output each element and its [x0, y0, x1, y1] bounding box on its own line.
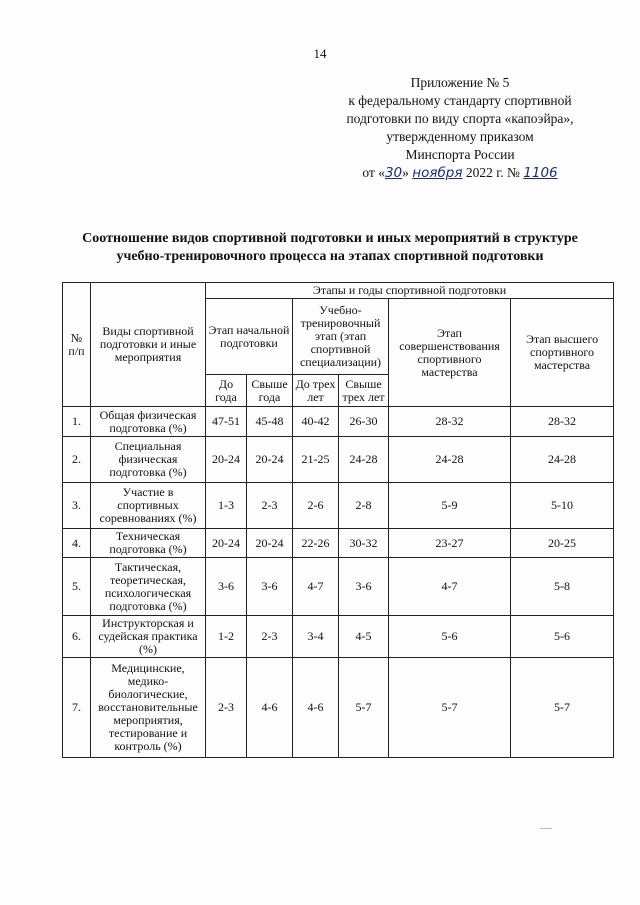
row-num: 5.: [63, 558, 91, 616]
cell-improvement: 4-7: [389, 558, 511, 616]
row-name: Общая физическая подготовка (%): [91, 407, 206, 437]
cell-initial-over: 2-3: [247, 616, 293, 658]
table-row: [63, 558, 614, 616]
appendix-line-1: Приложение № 5: [410, 75, 510, 90]
cell-training-upto: 22-26: [293, 529, 339, 558]
cell-initial-upto: 1-3: [206, 483, 247, 529]
cell-training-upto: 2-6: [293, 483, 339, 529]
header-num: № п/п: [63, 283, 91, 407]
cell-highest: 5-8: [511, 558, 614, 616]
row-name: Техническая подготовка (%): [91, 529, 206, 558]
table-row: [63, 658, 614, 758]
cell-initial-over: 20-24: [247, 437, 293, 483]
page-number: 14: [313, 46, 327, 61]
cell-initial-upto: 2-3: [206, 658, 247, 758]
cell-highest: 24-28: [511, 437, 614, 483]
header-stage-training: Учебно-тренировочный этап (этап спортивной специализации): [293, 299, 389, 375]
cell-highest: 5-6: [511, 616, 614, 658]
row-num: 3.: [63, 483, 91, 529]
table-row: [63, 437, 614, 483]
row-name: Участие в спортивных соревнованиях (%): [91, 483, 206, 529]
cell-training-over: 26-30: [339, 407, 389, 437]
cell-improvement: 5-6: [389, 616, 511, 658]
cell-improvement: 28-32: [389, 407, 511, 437]
cell-initial-over: 2-3: [247, 483, 293, 529]
cell-improvement: 24-28: [389, 437, 511, 483]
scan-artifact: [540, 828, 552, 829]
header-initial-upto-year: До года: [206, 375, 247, 407]
date-mid: »: [402, 165, 409, 180]
ratio-table: [62, 282, 614, 758]
title-line-1: Соотношение видов спортивной подготовки и иных мероприятий в структуре: [82, 231, 578, 246]
header-training-over-3: Свыше трех лет: [339, 375, 389, 407]
cell-initial-over: 20-24: [247, 529, 293, 558]
table-row: [63, 529, 614, 558]
row-num: 2.: [63, 437, 91, 483]
row-name: Специальная физическая подготовка (%): [91, 437, 206, 483]
row-name: Медицинские, медико-биологические, восстановительные мероприятия, тестирование и контроль (%): [91, 658, 206, 758]
cell-initial-upto: 20-24: [206, 529, 247, 558]
cell-training-over: 3-6: [339, 558, 389, 616]
cell-improvement: 23-27: [389, 529, 511, 558]
date-prefix: от «: [362, 165, 385, 180]
cell-improvement: 5-7: [389, 658, 511, 758]
header-stage-improvement: Этап совершенствования спортивного мастерства: [389, 299, 511, 407]
cell-initial-over: 4-6: [247, 658, 293, 758]
row-num: 1.: [63, 407, 91, 437]
cell-training-upto: 40-42: [293, 407, 339, 437]
cell-initial-upto: 1-2: [206, 616, 247, 658]
cell-highest: 28-32: [511, 407, 614, 437]
order-number-handwritten: 1106: [523, 165, 558, 181]
cell-training-over: 30-32: [339, 529, 389, 558]
date-year: 2022 г. №: [465, 165, 520, 180]
cell-training-over: 2-8: [339, 483, 389, 529]
appendix-date-line: [300, 164, 620, 182]
cell-training-upto: 4-6: [293, 658, 339, 758]
header-stages-group: Этапы и годы спортивной подготовки: [206, 283, 614, 299]
cell-training-over: 5-7: [339, 658, 389, 758]
cell-improvement: 5-9: [389, 483, 511, 529]
date-day-handwritten: 30: [384, 165, 403, 181]
appendix-line-4: утвержденному приказом: [386, 129, 534, 144]
row-num: 4.: [63, 529, 91, 558]
document-title: [40, 230, 620, 266]
date-month-handwritten: ноября: [412, 165, 463, 181]
appendix-line-5: Минспорта России: [405, 147, 515, 162]
cell-initial-upto: 20-24: [206, 437, 247, 483]
appendix-block: [300, 74, 620, 182]
row-num: 6.: [63, 616, 91, 658]
row-num: 7.: [63, 658, 91, 758]
appendix-line-2: к федеральному стандарту спортивной: [348, 93, 572, 108]
cell-training-upto: 21-25: [293, 437, 339, 483]
header-initial-over-year: Свыше года: [247, 375, 293, 407]
cell-training-upto: 3-4: [293, 616, 339, 658]
table-row: [63, 483, 614, 529]
cell-initial-over: 45-48: [247, 407, 293, 437]
cell-training-upto: 4-7: [293, 558, 339, 616]
cell-initial-upto: 3-6: [206, 558, 247, 616]
cell-highest: 5-10: [511, 483, 614, 529]
cell-initial-upto: 47-51: [206, 407, 247, 437]
table-row: [63, 407, 614, 437]
header-stage-highest: Этап высшего спортивного мастерства: [511, 299, 614, 407]
cell-initial-over: 3-6: [247, 558, 293, 616]
appendix-line-3: подготовки по виду спорта «капоэйра»,: [346, 111, 574, 126]
cell-highest: 5-7: [511, 658, 614, 758]
header-stage-initial: Этап начальной подготовки: [206, 299, 293, 375]
title-line-2: учебно-тренировочного процесса на этапах спортивной подготовки: [116, 249, 544, 264]
cell-training-over: 4-5: [339, 616, 389, 658]
header-training-upto-3: До трех лет: [293, 375, 339, 407]
row-name: Инструкторская и судейская практика (%): [91, 616, 206, 658]
row-name: Тактическая, теоретическая, психологическая подготовка (%): [91, 558, 206, 616]
cell-highest: 20-25: [511, 529, 614, 558]
cell-training-over: 24-28: [339, 437, 389, 483]
table-row: [63, 616, 614, 658]
header-kinds: Виды спортивной подготовки и иные мероприятия: [91, 283, 206, 407]
